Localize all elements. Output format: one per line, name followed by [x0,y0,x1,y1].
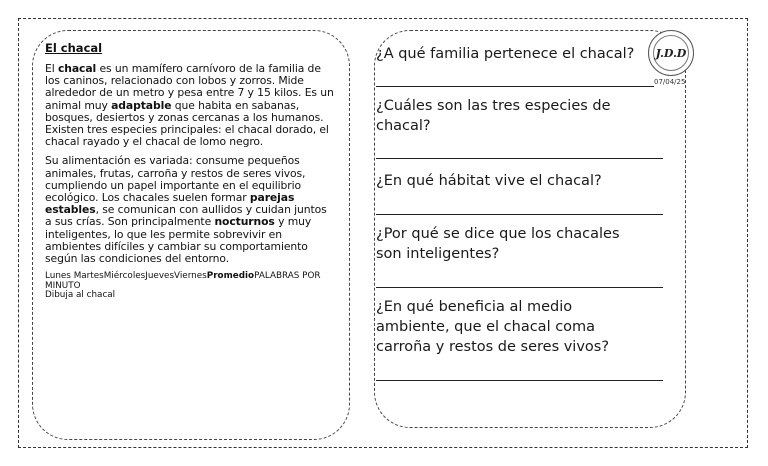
stamp-date: 07/04/25 [654,78,686,86]
text-run: Su alimentación es variada: consume pequeños animales, frutas, carroña y restos de seres vivos, cumpliendo un papel importante en el equilibrio ecológico. Los chacales suelen formar [45,154,306,205]
text-run: El [45,62,58,75]
text-run: y muy inteligentes, lo que les permite sobrevivir en ambientes difíciles y cambiar su comportamiento según las condiciones del entorno. [45,215,312,266]
reading-paragraph-2 [45,155,335,265]
reading-paragraph-1 [45,63,335,148]
reading-card [32,30,350,440]
question-5: ¿En qué beneficia al medio ambiente, que el chacal coma carroña y restos de seres vivos? [376,299,610,355]
answer-line-1[interactable] [376,86,654,87]
text-run: que habita en sabanas, bosques, desiertos y zonas cercanas a los humanos. Existen tres especies principales: el chacal dorado, el chacal rayado y el chacal de lomo negro. [45,98,329,149]
question-3: ¿En qué hábitat vive el chacal? [376,173,602,189]
stamp-initials: J.D.D [653,35,689,71]
average-label: Promedio [206,271,255,282]
answer-line-5[interactable] [376,380,663,381]
bold-term-nocturnos: nocturnos [214,215,275,229]
teacher-stamp [648,30,694,76]
weekday-labels: Lunes MartesMiércolesJuevesViernes [45,271,207,282]
text-run: es un mamífero carnívoro de la familia de los caninos, relacionado con lobos y zorros. Mide alrededor de un metro y pesa entre 7 y 15 kilos. Es un animal muy [45,62,334,112]
answer-line-2[interactable] [376,158,663,159]
wpm-label: PALABRAS POR MINUTO [45,271,321,291]
reading-title: El chacal [45,41,103,55]
bold-term-adaptable: adaptable [111,98,172,112]
reading-log [45,272,335,291]
question-1: ¿A qué familia pertenece el chacal? [376,46,635,62]
bold-term-chacal: chacal [57,62,97,75]
text-run: , se comunican con aullidos y cuidan juntos a sus crías. Son principalmente [45,203,327,229]
question-4: ¿Por qué se dice que los chacales son inteligentes? [376,226,620,262]
question-2: ¿Cuáles son las tres especies de chacal? [376,98,611,134]
answer-line-3[interactable] [376,214,663,215]
draw-instruction: Dibuja al chacal [45,290,116,301]
bold-term-parejas: parejas estables [45,191,295,217]
answer-line-4[interactable] [376,287,663,288]
